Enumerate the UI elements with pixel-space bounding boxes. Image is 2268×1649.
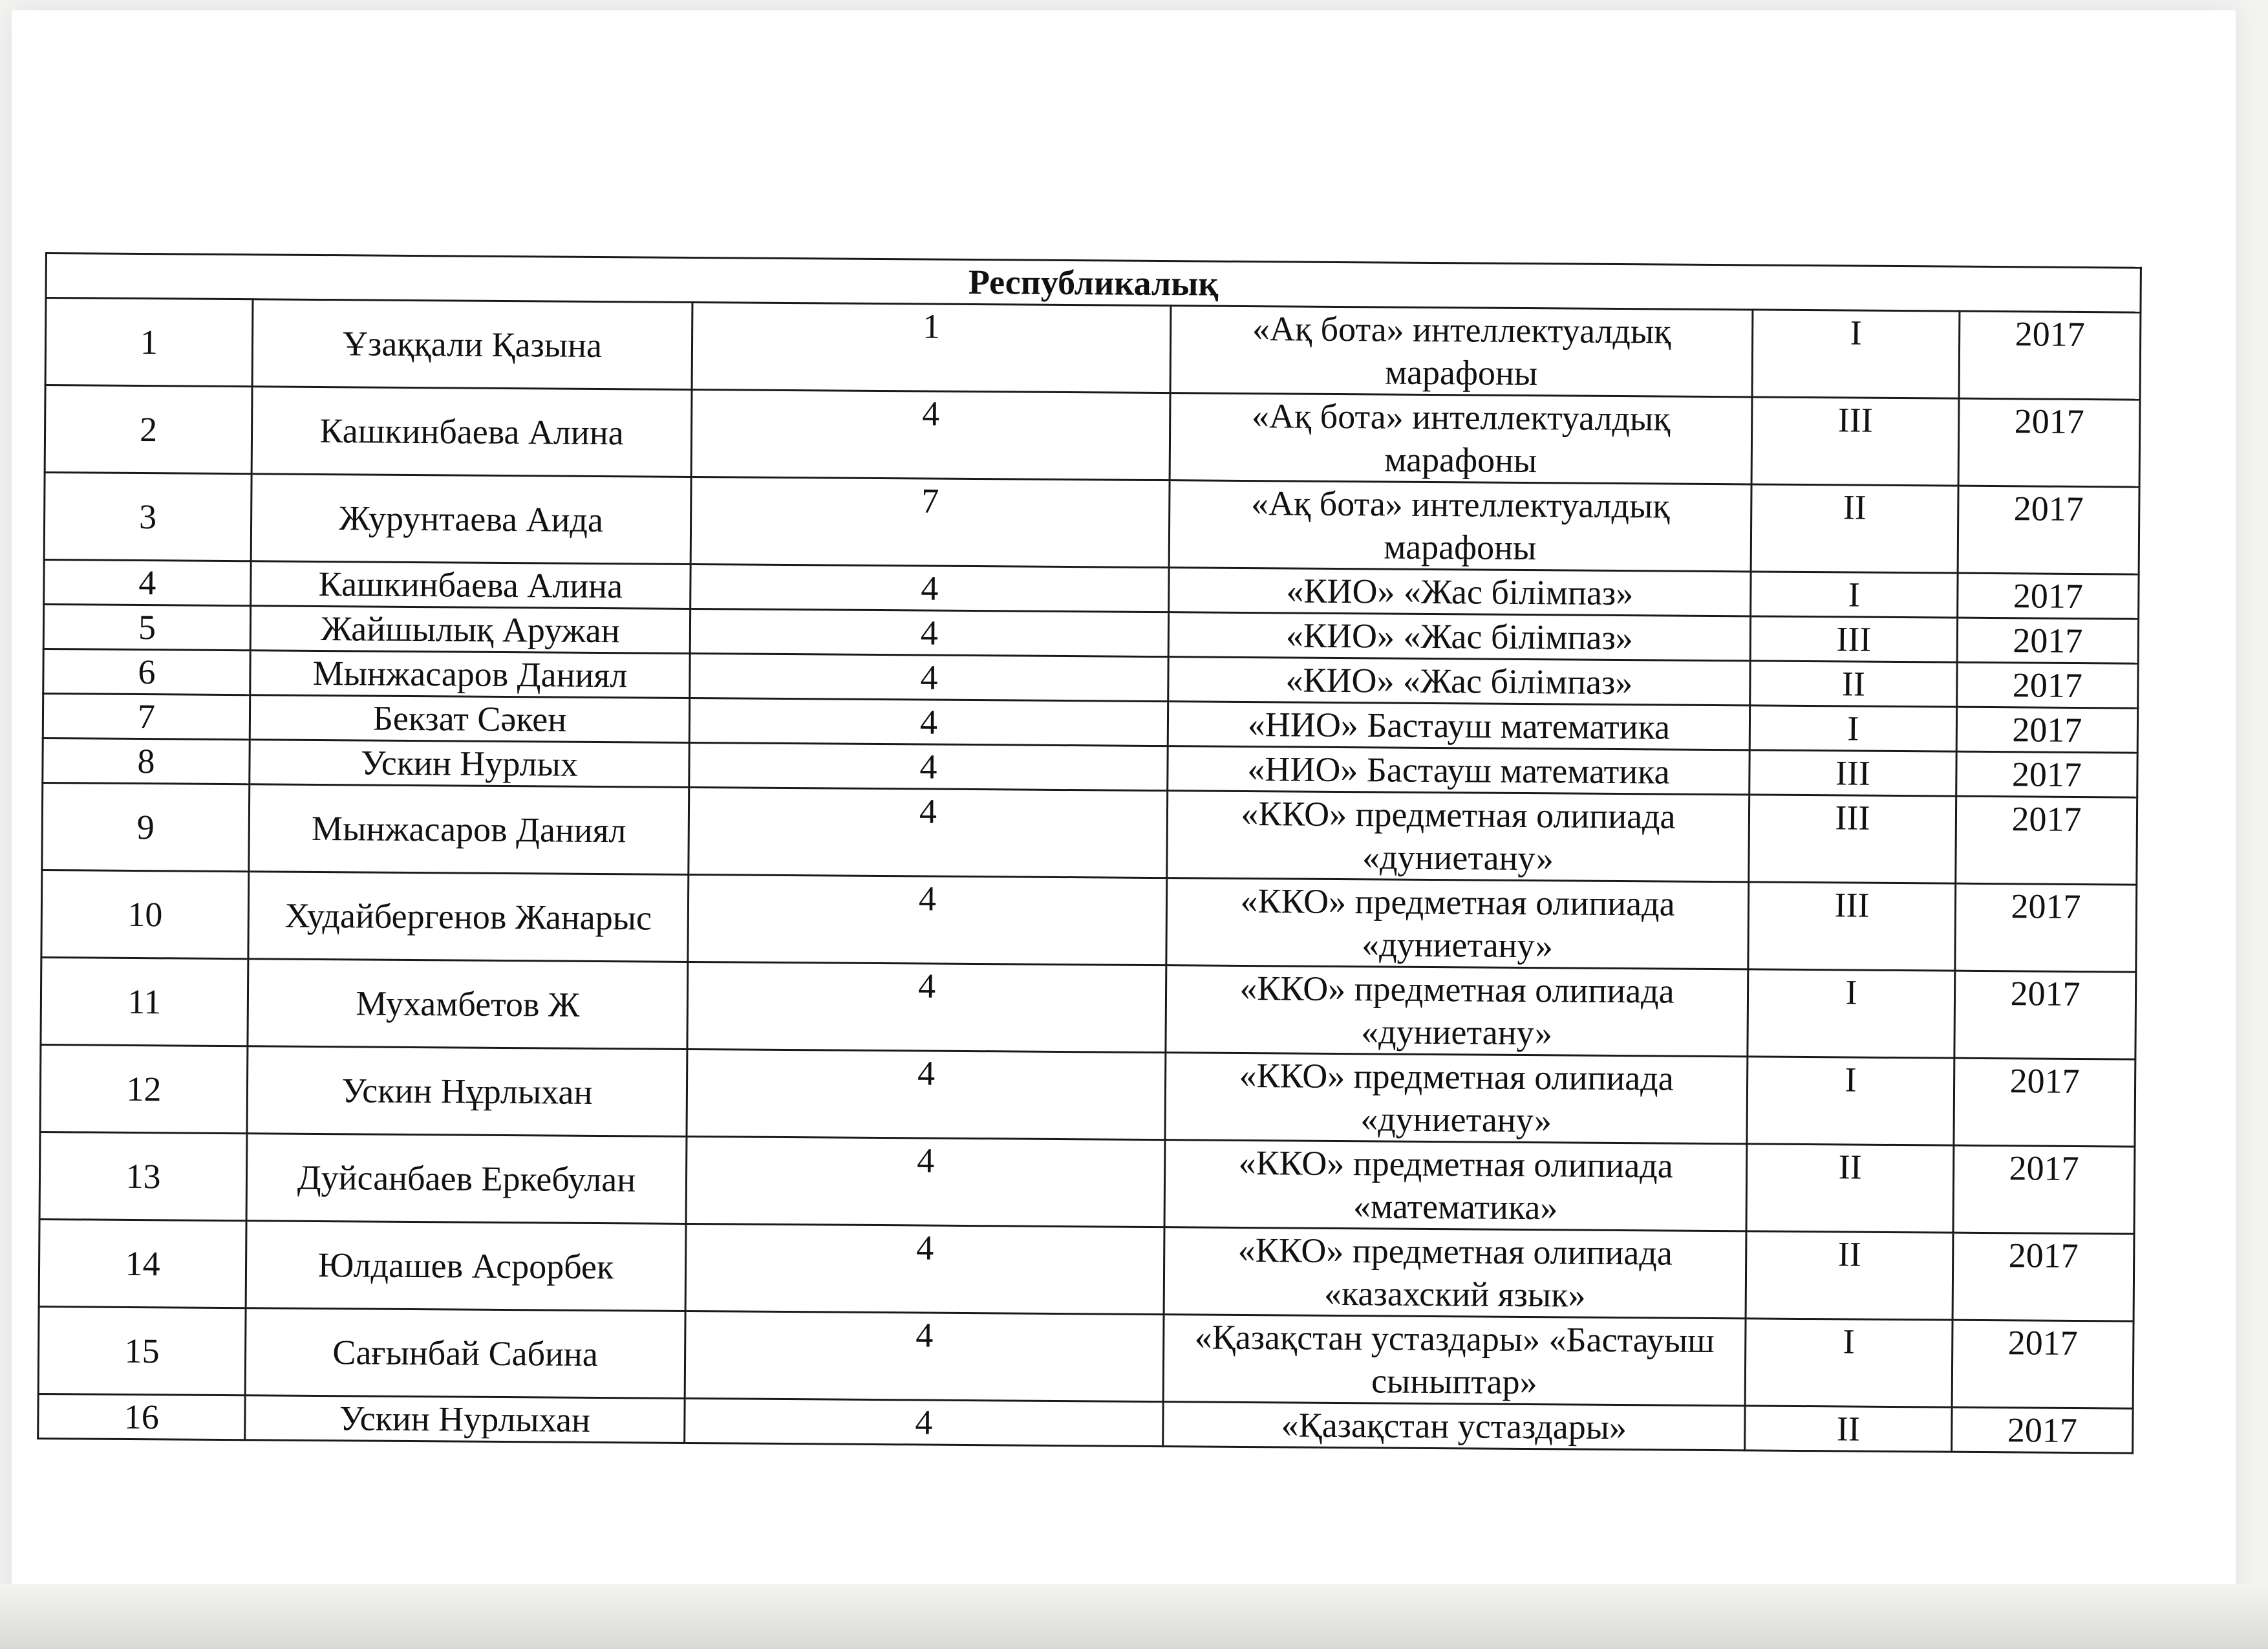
grade-cell: 4 (688, 874, 1167, 965)
student-name-cell: Юлдашев Асрорбек (246, 1221, 686, 1311)
place-cell: III (1749, 795, 1956, 883)
place-cell: II (1746, 1144, 1954, 1233)
scan-edge (0, 1584, 2268, 1649)
year-cell: 2017 (1956, 707, 2137, 753)
event-cell: «ККО» предметная олипиада «математика» (1164, 1140, 1747, 1231)
student-name-cell: Журунтаева Аида (251, 474, 691, 565)
place-cell: I (1748, 969, 1955, 1058)
grade-cell: 4 (685, 1311, 1164, 1401)
row-number-cell: 11 (41, 957, 248, 1046)
results-table (37, 252, 2142, 1454)
grade-cell: 4 (686, 1136, 1165, 1227)
grade-cell: 4 (685, 1398, 1163, 1446)
table-body (38, 298, 2141, 1454)
row-number-cell: 9 (42, 782, 250, 871)
row-number-cell: 2 (45, 385, 252, 474)
row-number-cell: 10 (41, 870, 249, 958)
row-number-cell: 8 (43, 738, 250, 784)
year-cell: 2017 (1953, 1145, 2135, 1234)
place-cell: I (1745, 1319, 1952, 1407)
student-name-cell: Ускин Нурлыхан (245, 1396, 685, 1443)
row-number-cell: 5 (43, 604, 250, 650)
table-row (39, 1219, 2134, 1321)
event-cell: «Қазақстан устаздары» «Бастауыш сыныптар» (1163, 1315, 1746, 1406)
student-name-cell: Жайшылық Аружан (250, 606, 690, 654)
table-row (45, 298, 2141, 400)
table-row (40, 1044, 2135, 1147)
event-cell: «НИО» Бастауш математика (1168, 746, 1749, 795)
year-cell: 2017 (1954, 971, 2136, 1059)
year-cell: 2017 (1957, 618, 2138, 663)
place-cell: III (1749, 750, 1956, 796)
place-cell: I (1747, 1057, 1954, 1145)
table-row (44, 473, 2139, 575)
event-cell: «Қазақстан устаздары» (1163, 1402, 1745, 1450)
student-name-cell: Мухамбетов Ж (248, 959, 688, 1050)
row-number-cell: 1 (45, 298, 253, 387)
year-cell: 2017 (1952, 1320, 2134, 1408)
grade-cell: 4 (687, 1049, 1166, 1139)
year-cell: 2017 (1958, 486, 2139, 574)
place-cell: III (1748, 882, 1956, 971)
grade-cell: 4 (690, 609, 1168, 656)
grade-cell: 7 (690, 477, 1170, 567)
grade-cell: 4 (690, 564, 1169, 612)
year-cell: 2017 (1957, 662, 2138, 708)
place-cell: I (1752, 310, 1960, 398)
grade-cell: 4 (690, 653, 1168, 701)
place-cell: I (1749, 706, 1956, 751)
event-cell: «КИО» «Жас білімпаз» (1169, 568, 1751, 616)
place-cell: II (1746, 1231, 1953, 1320)
row-number-cell: 14 (39, 1219, 246, 1308)
event-cell: «ККО» предметная олипиада «дуниетану» (1166, 878, 1749, 969)
table-row (41, 870, 2137, 972)
event-cell: «Ақ бота» интеллектуалдық марафоны (1170, 393, 1752, 484)
row-number-cell: 7 (43, 693, 250, 739)
year-cell: 2017 (1952, 1233, 2134, 1321)
place-cell: III (1751, 397, 1959, 486)
grade-cell: 4 (689, 787, 1168, 878)
place-cell: III (1750, 616, 1957, 662)
table-row (42, 782, 2137, 885)
place-cell: II (1751, 484, 1958, 573)
place-cell: II (1750, 661, 1957, 707)
event-cell: «ККО» предметная олипиада «дуниетану» (1166, 965, 1748, 1057)
results-table-wrapper (37, 252, 2140, 1454)
table-row (45, 385, 2140, 488)
student-name-cell: Кашкинбаева Алина (251, 387, 692, 477)
row-number-cell: 12 (40, 1044, 248, 1133)
event-cell: «КИО» «Жас білімпаз» (1168, 657, 1750, 706)
row-number-cell: 13 (39, 1132, 247, 1220)
event-cell: «ККО» предметная олипиада «дуниетану» (1167, 791, 1749, 882)
year-cell: 2017 (1958, 398, 2140, 487)
place-cell: II (1745, 1406, 1952, 1452)
grade-cell: 4 (689, 742, 1168, 790)
event-cell: «ККО» предметная олипиада «дуниетану» (1165, 1053, 1748, 1144)
section-title: Республикалық (46, 253, 2141, 313)
student-name-cell: Ускин Нурлых (250, 740, 689, 788)
student-name-cell: Кашкинбаева Алина (251, 561, 690, 609)
event-cell: «КИО» «Жас білімпаз» (1168, 612, 1750, 661)
table-row (38, 1306, 2134, 1408)
event-cell: «Ақ бота» интеллектуалдық марафоны (1169, 480, 1751, 572)
student-name-cell: Ұзаққали Қазына (252, 299, 692, 390)
year-cell: 2017 (1959, 311, 2141, 400)
row-number-cell: 4 (44, 559, 251, 605)
year-cell: 2017 (1954, 1058, 2135, 1147)
row-number-cell: 15 (38, 1306, 246, 1395)
year-cell: 2017 (1952, 1407, 2133, 1453)
grade-cell: 4 (689, 698, 1168, 746)
place-cell: I (1751, 572, 1958, 618)
grade-cell: 1 (692, 302, 1171, 393)
student-name-cell: Бекзат Сәкен (250, 695, 689, 743)
year-cell: 2017 (1955, 883, 2137, 972)
student-name-cell: Дуйсанбаев Еркебулан (246, 1134, 687, 1224)
row-number-cell: 6 (43, 649, 250, 695)
student-name-cell: Ускин Нұрлыхан (247, 1046, 687, 1137)
student-name-cell: Мынжасаров Даниял (249, 784, 689, 875)
student-name-cell: Худайбергенов Жанарыс (248, 872, 689, 962)
grade-cell: 4 (687, 962, 1166, 1052)
grade-cell: 4 (691, 389, 1170, 480)
year-cell: 2017 (1958, 573, 2139, 619)
event-cell: «ККО» предметная олипиада «казахский язык» (1164, 1227, 1746, 1319)
student-name-cell: Мынжасаров Даниял (250, 651, 690, 698)
grade-cell: 4 (685, 1223, 1164, 1314)
year-cell: 2017 (1956, 796, 2137, 885)
event-cell: «Ақ бота» интеллектуалдық марафоны (1170, 306, 1753, 397)
student-name-cell: Сағынбай Сабина (245, 1308, 685, 1399)
year-cell: 2017 (1956, 751, 2137, 797)
row-number-cell: 3 (44, 473, 251, 561)
row-number-cell: 16 (38, 1394, 245, 1439)
table-row (39, 1132, 2135, 1234)
event-cell: «НИО» Бастауш математика (1168, 702, 1749, 750)
table-row (41, 957, 2136, 1059)
